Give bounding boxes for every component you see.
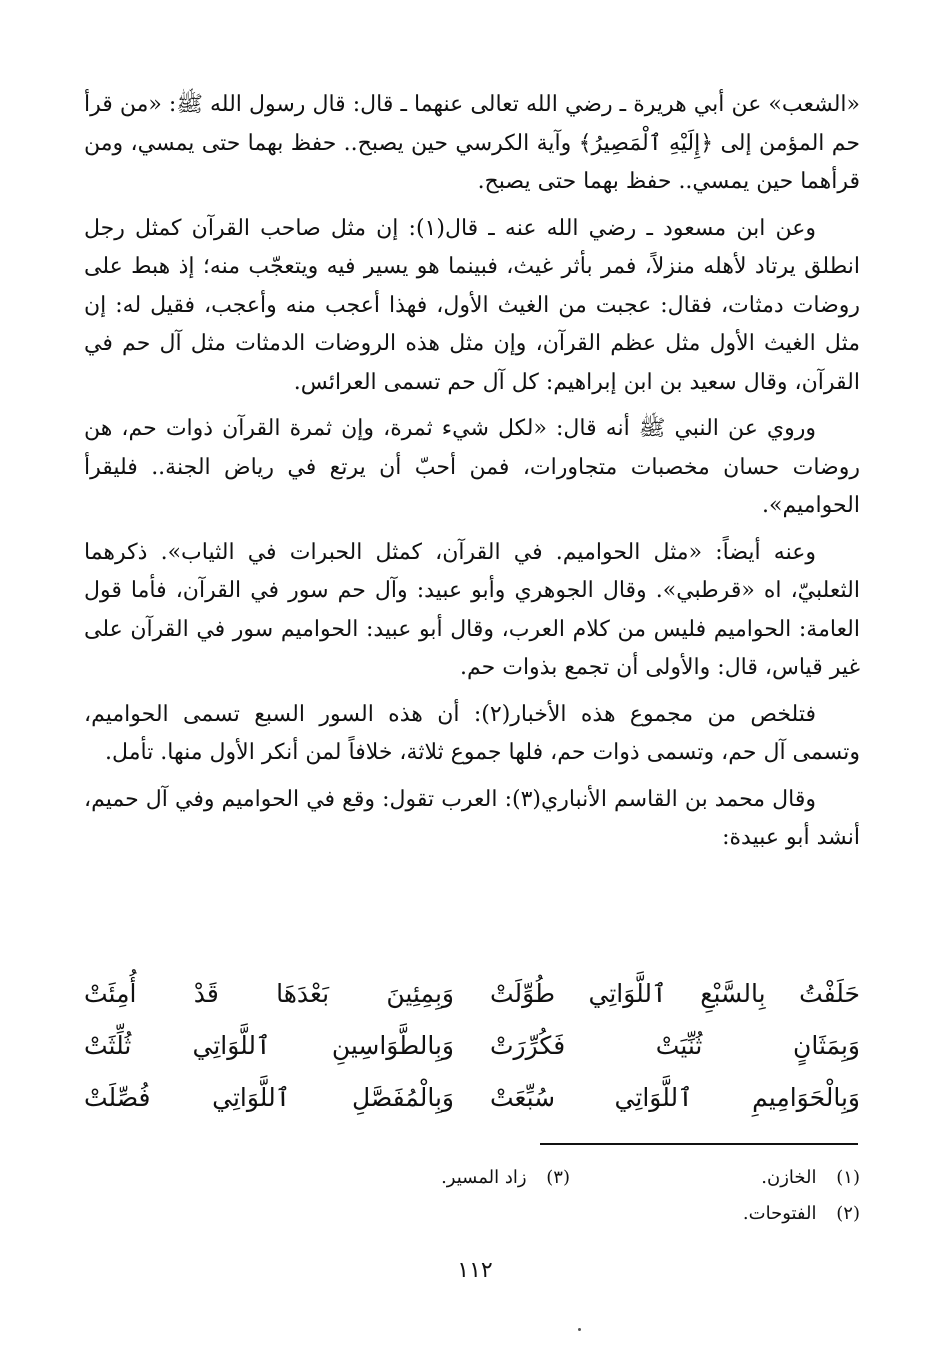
footnote-row (84, 1196, 860, 1232)
footnote-text: الخازن. (761, 1167, 817, 1188)
verse-second-hemistich: وَبِالطَّوَاسِينِ ٱللَّوَاتِي ثُلِّثَتْ (84, 1031, 454, 1060)
footnote-2 (570, 1196, 860, 1232)
paragraph: وروي عن النبي ﷺ أنه قال: «لكل شيء ثمرة، وإن ثمرة القرآن ذوات حم، هن روضات حسان مخصبات متجاورات، فمن أحبّ أن يرتع في رياض الجنة.. فليقرأ الحواميم». (84, 416, 860, 518)
verse-second-hemistich: وَبِمِئِينَ بَعْدَهَا قَدْ أُمِئَتْ (84, 979, 454, 1008)
footnote-text: الفتوحات. (742, 1203, 817, 1224)
paragraph: «الشعب» عن أبي هريرة ـ رضي الله تعالى عنهما ـ قال: قال رسول الله ﷺ: «من قرأ حم المؤمن إلى ﴿إِلَيْهِ ٱلْمَصِيرُ﴾ وآية الكرسي حين يصبح.. حفظ بهما حتى يمسي، ومن قرأهما حين يمسي.. حفظ بهما حتى يصبح. (84, 92, 860, 194)
verse-first-hemistich: حَلَفْتُ بِالسَّبْعِ ٱللَّوَاتِي طُوِّلَتْ (490, 979, 860, 1008)
poem-verse (84, 968, 860, 1020)
poem-verse (84, 1072, 860, 1124)
poem (84, 968, 860, 1124)
footnote-text: زاد المسير. (441, 1167, 527, 1188)
paragraph: وعن ابن مسعود ـ رضي الله عنه ـ قال(١): إن مثل صاحب القرآن كمثل رجل انطلق يرتاد لأهله منزلاً، فمر بأثر غيث، فبينما هو يسير فيه ويتعجّب منه؛ إذ هبط على روضات دمثات، فقال: عجبت من الغيث الأول، فهذا أعجب منه وأعجب، فقيل له: إن مثل الغيث الأول مثل عظم القرآن، وإن مثل هذه الروضات الدمثات مثل آل حم في القرآن، وقال سعيد بن ابن إبراهيم: كل آل حم تسمى العرائس. (84, 215, 860, 395)
verse-first-hemistich: وَبِمَثَانٍ ثُنِّيَتْ فَكُرِّرَتْ (490, 1031, 860, 1060)
footnote-number: (١) (836, 1167, 860, 1188)
footnote-separator (540, 1143, 858, 1145)
footnote-1 (570, 1160, 860, 1196)
paragraph: وعنه أيضاً: «مثل الحواميم. في القرآن، كمثل الحبرات في الثياب». ذكرهما الثعلبيّ، اه «قرطبي». وقال الجوهري وأبو عبيد: وآل حم سور في القرآن، فأما قول العامة: الحواميم فليس من كلام العرب، وقال أبو عبيد: الحواميم سور في القرآن على غير قياس، قال: والأولى أن تجمع بذوات حم. (84, 539, 860, 680)
poem-verse (84, 1020, 860, 1072)
verse-second-hemistich: وَبِالْمُفَصَّلِ ٱللَّوَاتِي فُصِّلَتْ (84, 1083, 454, 1112)
page-number: ١١٢ (457, 1258, 493, 1283)
footnote-3 (280, 1160, 570, 1196)
main-text (84, 86, 860, 866)
paragraph: وقال محمد بن القاسم الأنباري(٣): العرب تقول: وقع في الحواميم وفي آل حميم، أنشد أبو عبيدة: (84, 786, 860, 850)
paragraph: فتلخص من مجموع هذه الأخبار(٢): أن هذه السور السبع تسمى الحواميم، وتسمى آل حم، وتسمى ذوات حم، فلها جموع ثلاثة، خلافاً لمن أنكر الأول منها. تأمل. (84, 701, 860, 765)
footnote-row (84, 1160, 860, 1196)
verse-first-hemistich: وَبِالْحَوَامِيمِ ٱللَّوَاتِي سُبِّعَتْ (490, 1083, 860, 1112)
scan-speck (578, 1328, 581, 1331)
footnote-number: (٢) (836, 1203, 860, 1224)
footnotes (84, 1160, 860, 1232)
footnote-number: (٣) (546, 1167, 570, 1188)
